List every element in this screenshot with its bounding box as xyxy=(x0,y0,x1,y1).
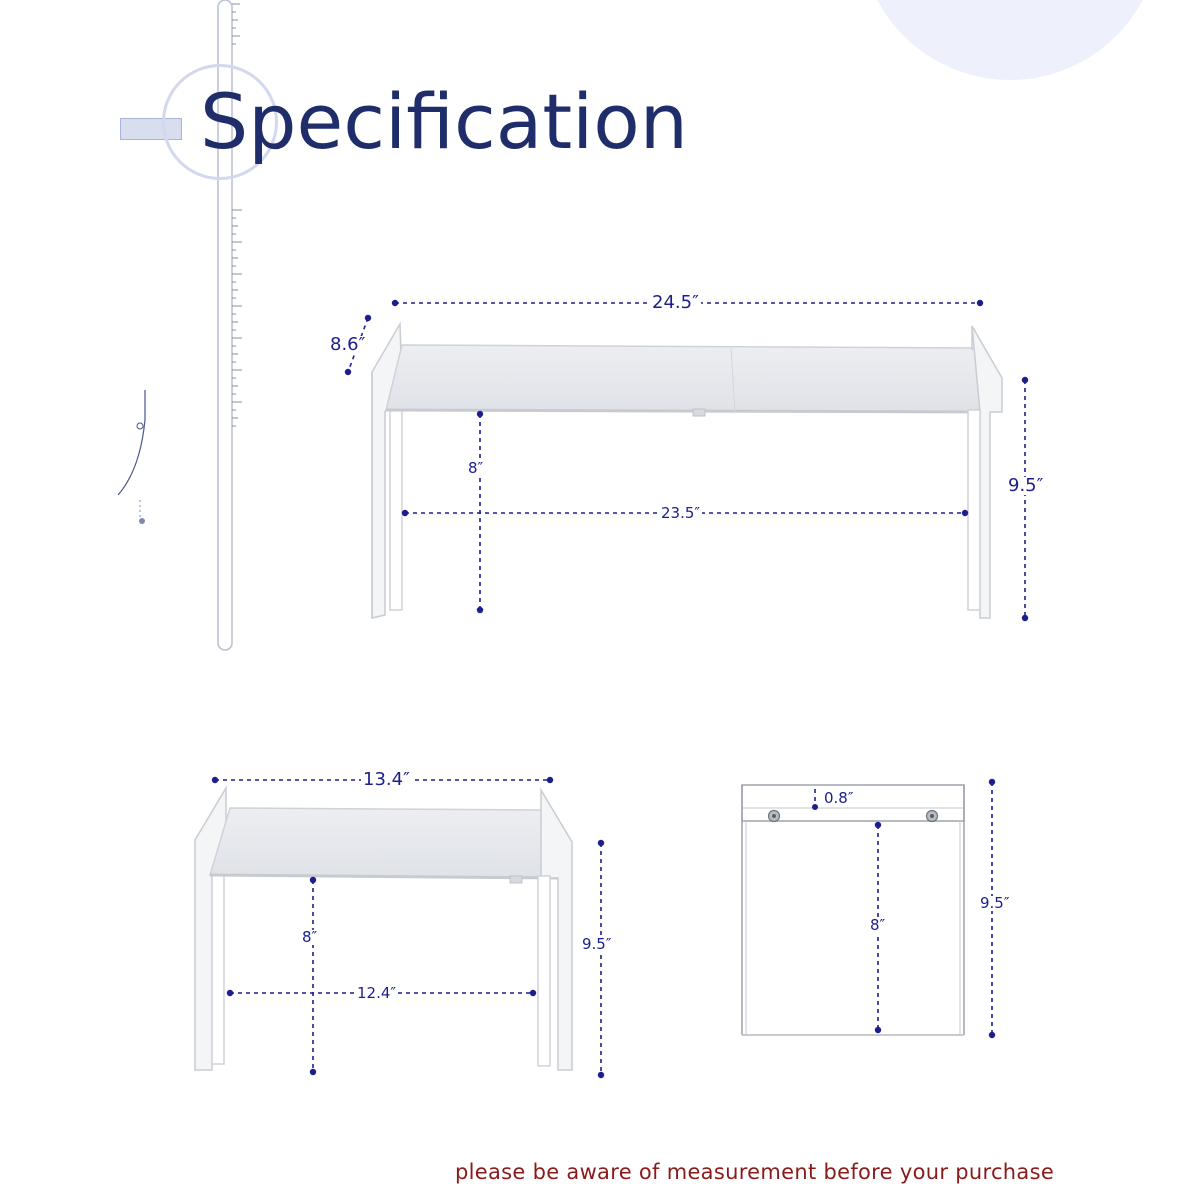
extended-inner-height-label: 8″ xyxy=(468,459,484,477)
side-lip-height-label: 0.8″ xyxy=(824,789,854,807)
compact-inner-width-label: 12.4″ xyxy=(357,984,397,1002)
page-title: Specification xyxy=(200,77,688,166)
extended-depth-label: 8.6″ xyxy=(330,334,366,355)
extended-width-label: 24.5″ xyxy=(652,292,699,313)
compact-shelf-illustration xyxy=(195,788,572,1070)
side-height-label: 9.5″ xyxy=(980,894,1010,912)
side-inner-height-label: 8″ xyxy=(870,916,886,934)
extended-inner-width-label: 23.5″ xyxy=(661,504,701,522)
purchase-note: please be aware of measurement before your purchase xyxy=(455,1160,1055,1184)
side-view-illustration xyxy=(742,785,964,1035)
extended-height-label: 9.5″ xyxy=(1008,475,1044,496)
compact-width-label: 13.4″ xyxy=(363,769,410,790)
compact-inner-height-label: 8″ xyxy=(302,928,318,946)
compact-height-label: 9.5″ xyxy=(582,935,612,953)
